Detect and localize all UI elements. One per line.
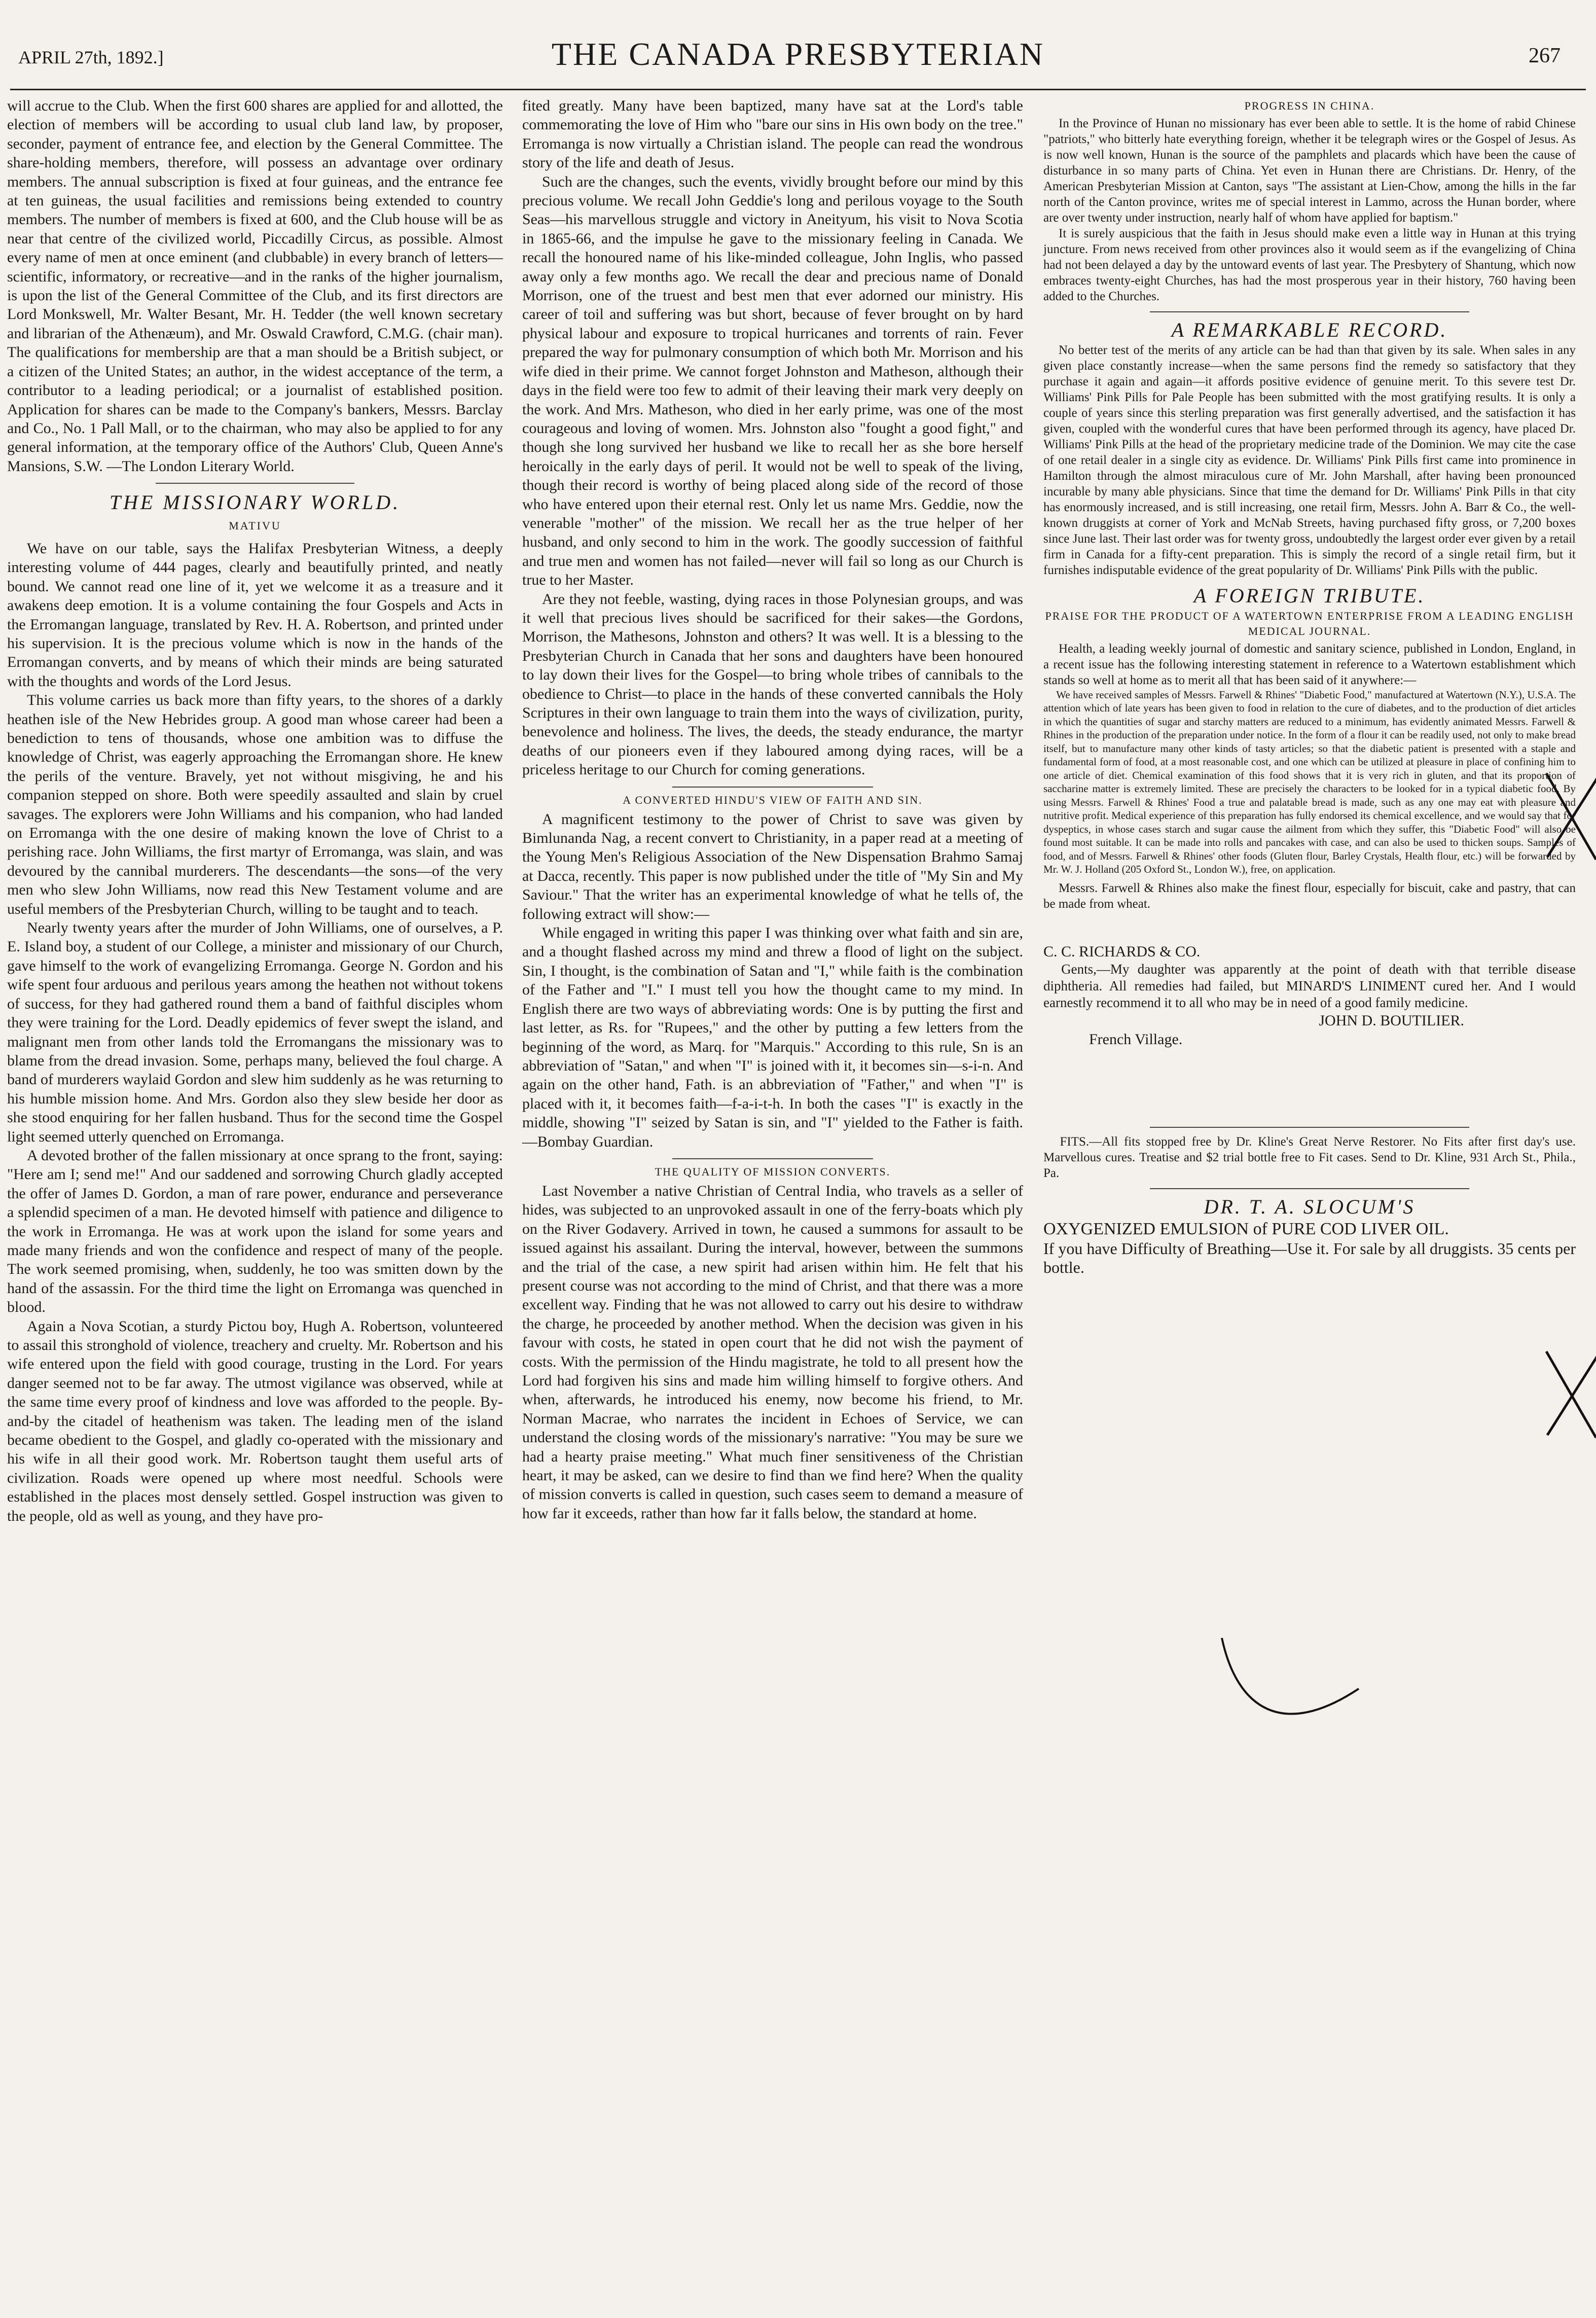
paragraph: We have on our table, says the Halifax Presbyterian Witness, a deeply interesting volume of 444 pages, clearly and beautifully printed, and neatly bound. We cannot read one line of it, yet we welcome it as a treasure and it awakens deep emotion. It is a volume containing the four Gospels and Acts in the Erromangan language, translated by Rev. H. A. Robertson, and printed under his supervision. It is the precious volume which is now in the hands of the Erromangan converts, and by means of which their minds are being saturated with the thoughts and words of the Lord Jesus. — [7, 540, 503, 690]
paragraph: A magnificent testimony to the power of Christ to save was given by Bimlunanda Nag, a recent convert to Christianity, in a paper read at a meeting of the Young Men's Religious Association of the New Dispensation Brahmo Samaj at Dacca, recently. This paper is now published under the title of "My Sin and My Saviour." That the writer has an experimental knowledge of what he tells of, the following extract will show:— — [522, 810, 1023, 922]
cross-mark-icon — [1541, 1346, 1596, 1443]
testimonial-text: Gents,—My daughter was apparently at the point of death with that terrible disease diphtheria. All remedies had failed, but MINARD'S LINIMENT cured her. And I would earnestly recommend it to all who may be in need of a good family medicine. — [1043, 961, 1576, 1010]
tribute-subheading: PRAISE FOR THE PRODUCT OF A WATERTOWN ENTERPRISE FROM A LEADING ENGLISH MEDICAL JOURNAL. — [1045, 609, 1574, 637]
divider — [672, 787, 873, 788]
paragraph: Again a Nova Scotian, a sturdy Pictou boy, Hugh A. Robertson, volunteered to assail this stronghold of violence, treachery and cruelty. Mr. Robertson and his wife entered upon the field with good courage, trusting in the Lord. For years danger seemed not to be far away. The utmost vigilance was observed, while at the same time every proof of kindness and love was afforded to the people. By-and-by the citadel of heathenism was taken. The leading men of the island became obedient to the Gospel, and gladly co-operated with the missionary and his wife in all their good work. Mr. Robertson taught them useful arts of civilization. Roads were opened up where most needful. Schools were established in the places most densely settled. Gospel instruction was given to the people, old as well as young, and they have pro- — [7, 1317, 503, 1524]
china-heading: PROGRESS IN CHINA. — [1244, 99, 1375, 112]
paragraph: Such are the changes, such the events, vividly brought before our mind by this precious volume. We recall John Geddie's long and perilous voyage to the South Seas—his marvellous struggle and victory in Aneityum, his visit to Nova Scotia in 1865-66, and the impulse he gave to the missionary feeling in Canada. We recall the honoured name of his like-minded colleague, John Inglis, who passed away only a few months ago. We recall the dear and precious name of Donald Morrison, one of the truest and best men that ever adorned our ministry. His career of toil and suffering was but short, because of fever brought on by hard physical labour and exposure to tropical hurricanes and torrents of rain. Fever prepared the way for pulmonary consumption of which both Mr. Morrison and his wife died in their prime. We cannot forget Johnston and Matheson, although their days in the field were too few to admit of their leaving their mark very deeply on the work. And Mrs. Matheson, who died in her early prime, was one of the most courageous and loving of women. Mrs. Johnston also "fought a good fight," and though she long survived her husband we like to recall her as she bore herself heroically in the early days of peril. It would not be well to speak of the living, though their record is worthy of being placed along side of the record of those who have entered upon their eternal rest. Only let us name Mrs. Geddie, now the venerable "mother" of the mission. We recall her as the true helper of her husband, and only second to him in the work. The goodly succession of faithful and true men and women has not failed—never will fail so long as our Church is true to her Master. — [522, 173, 1023, 589]
paragraph: Last November a native Christian of Central India, who travels as a seller of hides, was subjected to an unprovoked assault in one of the ferry-boats which ply on the River Godavery. Arrived in town, he caused a summons for assault to be issued against his assailant. During the interval, however, between the summons and the trial of the case, a new spirit had arisen within him. He felt that his present course was not according to the mind of Christ, and that there was a more excellent way. Finding that he was not allowed to carry out his desire to withdraw the charge, he proceeded by another method. When the decision was given in his favour with costs, he stated in open court that he did not wish the payment of costs. With the permission of the Hindu magistrate, he told to all present how the Lord had forgiven his sins and made him willing himself to forgive others. And when, afterwards, he introduced his enemy, now become his friend, to Mr. Norman Macrae, who narrates the incident in Echoes of Service, we can understand the closing words of the missionary's narrative: "You may be sure we had a hearty praise meeting." What much finer sensitiveness of the Christian heart, it may be asked, can we desire to find than we find here? When the quality of mission converts is called in question, such cases seem to demand a measure of how far it exceeds, rather than how far it falls below, the standard at home. — [522, 1182, 1023, 1522]
column-3 — [1043, 96, 1576, 1277]
paragraph: It is surely auspicious that the faith in Jesus should make even a little way in Hunan at this trying juncture. From news received from other provinces also it would seem as if the evangelizing of China had not been delayed a day by the untoward events of last year. The Presbytery of Shantung, which now embraces twenty-eight Churches, has had the most prosperous year in their history, 760 having been added to the Churches. — [1043, 227, 1576, 303]
divider — [1150, 311, 1469, 312]
paragraph: Health, a leading weekly journal of domestic and sanitary science, published in London, England, in a recent issue has the following interesting statement in reference to a Watertown establishment which stands so well at home as to merit all that has been said of it anywhere:— — [1043, 641, 1576, 687]
page-header — [0, 35, 1596, 81]
fits-advert: FITS.—All fits stopped free by Dr. Kline's Great Nerve Restorer. No Fits after first day's use. Marvellous cures. Treatise and $2 trial bottle free to Fit cases. Send to Dr. Kline, 931 Arch St., Phila., Pa. — [1043, 1134, 1576, 1180]
paragraph: While engaged in writing this paper I was thinking over what faith and sin are, and a thought flashed across my mind and threw a flood of light on the subject. Sin, I thought, is the combination of Satan and "I," while faith is the combination of the Father and "I." I must tell you how the thought came to my mind. In English there are two ways of abbreviating words: One is by putting the first and last letter, as Rs. for "Rupees," and the other by putting a few letters from the beginning of the word, as Marq. for "Marquis." According to this rule, Sn is an abbreviation of "Satan," and when "I" is joined with it, it becomes sin—s-i-n. And again on the other hand, Fath. is an abbreviation of "Father," and when "I" is placed with it, it becomes faith—f-a-i-t-h. In both the cases "I" is exactly in the middle, showing "I" seized by Satan is sin, and "I" yielded to the Father is faith.—Bombay Guardian. — [522, 924, 1023, 1150]
quoted-statement: We have received samples of Messrs. Farwell & Rhines' "Diabetic Food," manufactured at Watertown (N.Y.), U.S.A. The attention which of late years has been given to food in relation to the cure of diabetes, and to the production of diet articles in which the quantities of sugar and starchy matters are reduced to a minimum, has evidently animated Messrs. Farwell & Rhines in the production of the preparation under notice. In the form of a flour it can be readily used, not only to make bread itself, but to manufacture many other kinds of tasty articles; so that the diabetic patient is presented with a staple and fundamental form of food, at a most reasonable cost, and one which can be utilized at pleasure in place of confining him to one article of diet. Chemical examination of this food shows that it is very rich in gluten, and that its proportion of saccharine matter is extremely limited. These are precisely the characters to be looked for in a typical diabetic food. By using Messrs. Farwell & Rhines' Food a true and palatable bread is made, such as any one may eat with pleasure and nutritive profit. Medical experience of this preparation has fully endorsed its chemical excellence, and we would say that for dyspeptics, in whose cases starch and sugar cause the ailment from which they suffer, this "Diabetic Food" will also be found most suitable. It can be made into rolls and pancakes with case, and can also be used to thicken soups. Samples of food, and of Messrs. Farwell & Rhines' other foods (Gluten flour, Barley Crystals, Health flour, etc.) will be forwarded by Mr. W. J. Holland (205 Oxford St., London W.), free, on application. — [1043, 688, 1576, 876]
page-number: 267 — [1529, 44, 1561, 67]
cross-mark-icon — [1541, 768, 1596, 865]
slocum-text: If you have Difficulty of Breathing—Use it. For sale by all druggists. 35 cents per bottle. — [1043, 1239, 1576, 1277]
paragraph: Nearly twenty years after the murder of John Williams, one of ourselves, a P. E. Island boy, a student of our College, a minister and missionary of our Church, gave himself to the work of evangelizing Erromanga. George N. Gordon and his wife spent four arduous and perilous years among the heathen not without tokens of success, for they had gathered round them a band of faithful disciples whom they were training for the Lord. Deadly epidemics of fever swept the island, and malignant men from other lands told the Erromangans the missionary was to blame from the dread invasion. Some, perhaps many, believed the foul charge. A band of murderers waylaid Gordon and slew him suddenly as he was returning to his humble mission home. And Mrs. Gordon also they slew beside her door as she stood enquiring for her fallen husband. Thus for the second time the Gospel light seemed utterly quenched on Erromanga. — [7, 919, 503, 1145]
club-article-text: will accrue to the Club. When the first 600 shares are applied for and allotted, the election of members will be according to usual club land law, by proposer, seconder, payment of entrance fee, and election by the General Committee. The share-holding members, therefore, will possess an advantage over ordinary members. The annual subscription is fixed at four guineas, and the entrance fee at ten guineas, the usual facilities and remissions being extended to country members. The number of members is fixed at 600, and the Club house will be as near that centre of the civilized world, Piccadilly Circus, as possible. Almost every name of men at once eminent (and clubbable) in every branch of letters—scientific, informatory, or recreative—and in the ranks of the higher journalism, is upon the list of the General Committee of the Club, and its first directors are Lord Monkswell, Mr. Walter Besant, Mr. H. Tedder (the well known secretary and librarian of the Athenæum), and Mr. Oswald Crawford, C.M.G. (chair man). The qualifications for membership are that a man should be a British subject, or a citizen of the United States; an author, in the widest acceptance of the term, a contributor to a leading periodical; or a journalist of established position. Application for shares can be made to the Company's bankers, Messrs. Barclay and Co., No. 1 Pall Mall, or to the chairman, who may also be applied to for any general information, at the temporary office of the Authors' Club, Queen Anne's Mansions, S.W. —The London Literary World. — [7, 97, 503, 475]
column-1 — [7, 96, 503, 1525]
divider — [1150, 1188, 1469, 1189]
testimonial-signature: JOHN D. BOUTILIER. — [1319, 1012, 1464, 1029]
quality-heading: THE QUALITY OF MISSION CONVERTS. — [655, 1165, 891, 1178]
paragraph: A devoted brother of the fallen missionary at once sprang to the front, saying: "Here am I; send me!" And our saddened and sorrowing Church gladly accepted the offer of James D. Gordon, a man of rare power, endurance and perseverance a splendid specimen of a man. He devoted himself with patience and diligence to the work in Erromanga. He was at work upon the island for some years and made many friends and won the confidence and respect of many of the people. The work seemed promising, when, suddenly, he too was smitten down by the hand of the assassin. For the third time the light on Erromanga was quenched in blood. — [7, 1147, 503, 1316]
divider — [1150, 1127, 1469, 1128]
tribute-heading: A FOREIGN TRIBUTE. — [1193, 584, 1426, 608]
issue-date: APRIL 27th, 1892.] — [18, 47, 164, 67]
pen-stroke-icon — [1207, 1628, 1369, 1744]
divider — [156, 483, 354, 484]
header-rule — [10, 89, 1586, 90]
column-2 — [522, 96, 1023, 1523]
newspaper-title: THE CANADA PRESBYTERIAN — [551, 36, 1045, 72]
paragraph: Messrs. Farwell & Rhines also make the finest flour, especially for biscuit, cake and pastry, that can be made from wheat. — [1043, 881, 1576, 911]
missionary-subheading: MATIVU — [229, 519, 281, 532]
record-heading: A REMARKABLE RECORD. — [1171, 318, 1448, 341]
paragraph: No better test of the merits of any article can be had than that given by its sale. When sales in any given place constantly increase—when the same persons find the remedy so satisfactory that they purchase it again and again—it affords positive evidence of genuine merit. To this severe test Dr. Williams' Pink Pills for Pale People has been submitted with the most gratifying results. It is only a couple of years since this sterling preparation was first generally advertised, and the satisfaction it has given, coupled with the wonderful cures that have been performed through its agency, have placed Dr. Williams' Pink Pills at the head of the proprietary medicine trade of the Dominion. We may cite the case of one retail dealer in a single city as evidence. Dr. Williams' Pink Pills first came into prominence in Hamilton through the almost miraculous cure of Mr. John Marshall, after having been pronounced incurable by many able physicians. Since that time the demand for Dr. Williams' Pink Pills in that city has enormously increased, and is still increasing, one retail firm, Messrs. John A. Barr & Co., the well-known druggists at corner of York and McNab Streets, having purchased fifty gross, or 7,200 boxes since June last. Their last order was for twenty gross, undoubtedly the largest order ever given by a retail firm in Canada for a fifty-cent preparation. This is simply the record of a single retail firm, but it furnishes indisputable evidence of the great popularity of Dr. Williams' Pink Pills with the public. — [1043, 343, 1576, 578]
slocum-title: OXYGENIZED EMULSION of PURE COD LIVER OIL. — [1043, 1220, 1449, 1239]
paragraph: fited greatly. Many have been baptized, many have sat at the Lord's table commemorating the love of Him who "bare our sins in His own body on the tree." Erromanga is now virtually a Christian island. The people can read the wondrous story of the life and death of Jesus. — [522, 97, 1023, 171]
divider — [672, 1158, 873, 1159]
paragraph: In the Province of Hunan no missionary has ever been able to settle. It is the home of rabid Chinese "patriots," who bitterly hate everything foreign, whether it be telegraph wires or the Gospel of Jesus. As is now well known, Hunan is the source of the pamphlets and placards which have been the cause of disturbance in so many parts of China. Yet even in Hunan there are Christians. Dr. Henry, of the American Presbyterian Mission at Canton, says "The assistant at Lien-Chow, among the hills in the far north of the Canton province, writes me of special interest in Lammo, across the Hunan border, where are over twenty under instruction, nearly half of whom have applied for baptism." — [1043, 117, 1576, 225]
missionary-heading: THE MISSIONARY WORLD. — [109, 491, 401, 514]
testimonial-place: French Village. — [1089, 1030, 1183, 1048]
slocum-heading: DR. T. A. SLOCUM'S — [1204, 1195, 1416, 1218]
paragraph: Are they not feeble, wasting, dying races in those Polynesian groups, and was it well that precious lives should be sacrificed for their sakes—the Gordons, Morrison, the Mathesons, Johnston and others? It was well. It is a blessing to the Presbyterian Church in Canada that her sons and daughters have been honoured to lay down their lives for the Gospel—to bring whole tribes of cannibals to the obedience to Christ—to place in the hands of these converted cannibals the Holy Scriptures in their own language to train them into the ways of civilization, purity, benevolence and holiness. The lives, the deeds, the steady endurance, the martyr deaths of our pioneers even if they laboured among dying races, will be a priceless heritage to our Church for coming generations. — [522, 590, 1023, 778]
paragraph: This volume carries us back more than fifty years, to the shores of a darkly heathen isle of the New Hebrides group. A good man whose career had been a benediction to tens of thousands, whose one ambition was to diffuse the knowledge of Christ, was eagerly approaching the Erromangan shore. He knew the perils of the venture. Bravely, yet not without misgiving, he and his companion stepped on shore. Both were speedily assaulted and slain by cruel savages. The explorers were John Williams and his companion, who had landed on Erromanga with the one desire of making known the love of Christ to a perishing race. John Williams, the first martyr of Erromanga, was slain, and was devoured by the cannibal murderers. The descendants—the sons—of the very men who slew John Williams, now read this New Testament volume and are useful members of the Presbyterian Church, willing to be taught and to teach. — [7, 692, 503, 917]
advertiser-name: C. C. RICHARDS & CO. — [1043, 943, 1201, 960]
hindu-heading: A CONVERTED HINDU'S VIEW OF FAITH AND SIN. — [623, 793, 923, 806]
